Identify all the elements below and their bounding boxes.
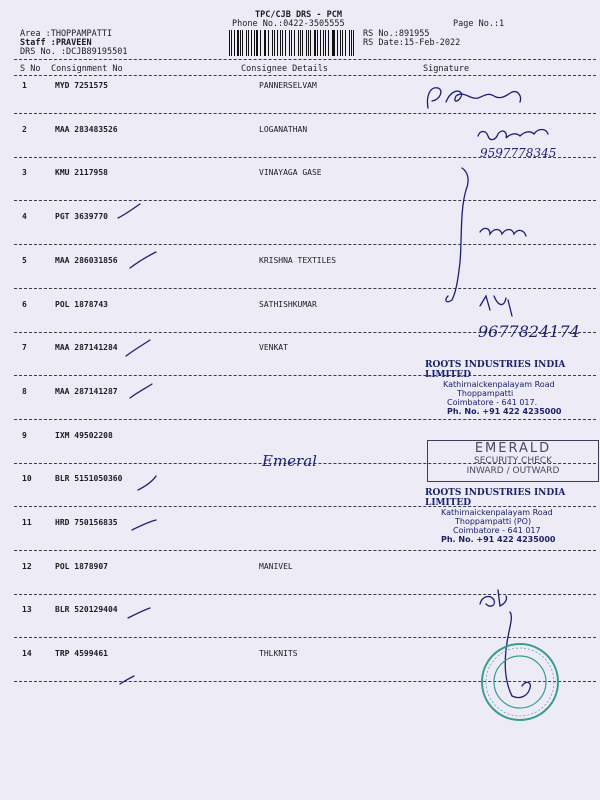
row-consignment: MAA 283483526: [55, 125, 118, 134]
row-sno: 11: [22, 518, 32, 527]
row-consignment: MYD 7251575: [55, 81, 108, 90]
row-consignment: MAA 287141287: [55, 387, 118, 396]
row-consignee: PANNERSELVAM: [259, 81, 317, 90]
row-consignee: SATHISHKUMAR: [259, 300, 317, 309]
row-consignee: KRISHNA TEXTILES: [259, 256, 337, 265]
round-seal-stamp: [478, 640, 562, 724]
handwritten-phone-2: 9677824174: [478, 322, 580, 341]
row-consignee: VENKAT: [259, 343, 288, 352]
rs-date: RS Date:15-Feb-2022: [363, 38, 461, 48]
row-consignee: MANIVEL: [259, 562, 293, 571]
roots-stamp-1: ROOTS INDUSTRIES INDIA LIMITED Kathirnaickenpalayam Road Thoppampatti Coimbatore - 641 017. Ph. No. +91 422 4235000: [425, 360, 566, 416]
row-sno: 9: [22, 431, 27, 440]
row-consignee: LOGANATHAN: [259, 125, 308, 134]
roots-stamp-2: ROOTS INDUSTRIES INDIA LIMITED Kathirnaickenpalayam Road Thoppampatti (PO) Coimbatore - 641 017 Ph. No. +91 422 4235000: [425, 488, 566, 544]
row-consignment: BLR 520129404: [55, 605, 118, 614]
row-sno: 5: [22, 256, 27, 265]
col-consignment: Consignment No: [51, 64, 123, 74]
row-consignment: MAA 286031856: [55, 256, 118, 265]
col-sno: S No: [20, 64, 41, 74]
col-consignee: Consignee Details: [241, 64, 328, 74]
phone-number: Phone No.:0422-3505555: [232, 19, 345, 29]
row-sno: 10: [22, 474, 32, 483]
page-number: Page No.:1: [453, 19, 505, 29]
row-consignment: BLR 5151050360: [55, 474, 123, 483]
area-label: Area :THOPPAMPATTI: [20, 29, 113, 39]
emerald-security-stamp: EMERALD SECURITY CHECK INWARD / OUTWARD: [427, 440, 599, 482]
drs-number: DRS No. :DCJB89195501: [20, 47, 128, 57]
row-sno: 12: [22, 562, 32, 571]
handwritten-note: Emeral: [262, 452, 317, 470]
row-sno: 2: [22, 125, 27, 134]
row-sno: 14: [22, 649, 32, 658]
row-consignment: HRD 750156835: [55, 518, 118, 527]
rs-number: RS No.:891955: [363, 29, 430, 39]
row-consignment: PGT 3639770: [55, 212, 108, 221]
row-consignment: TRP 4599461: [55, 649, 108, 658]
col-signature: Signature: [423, 64, 470, 74]
handwritten-phone-1: 9597778345: [480, 146, 557, 160]
document-title: TPC/CJB DRS - PCM: [255, 10, 342, 20]
row-consignment: IXM 49502208: [55, 431, 113, 440]
row-sno: 3: [22, 168, 27, 177]
staff-label: Staff :PRAVEEN: [20, 38, 92, 48]
row-consignment: POL 1878907: [55, 562, 108, 571]
row-sno: 6: [22, 300, 27, 309]
row-consignee: THLKNITS: [259, 649, 298, 658]
row-consignment: KMU 2117958: [55, 168, 108, 177]
row-sno: 4: [22, 212, 27, 221]
row-sno: 1: [22, 81, 27, 90]
row-consignment: MAA 287141284: [55, 343, 118, 352]
row-sno: 8: [22, 387, 27, 396]
row-consignee: VINAYAGA GASE: [259, 168, 322, 177]
row-sno: 13: [22, 605, 32, 614]
row-sno: 7: [22, 343, 27, 352]
row-consignment: POL 1878743: [55, 300, 108, 309]
